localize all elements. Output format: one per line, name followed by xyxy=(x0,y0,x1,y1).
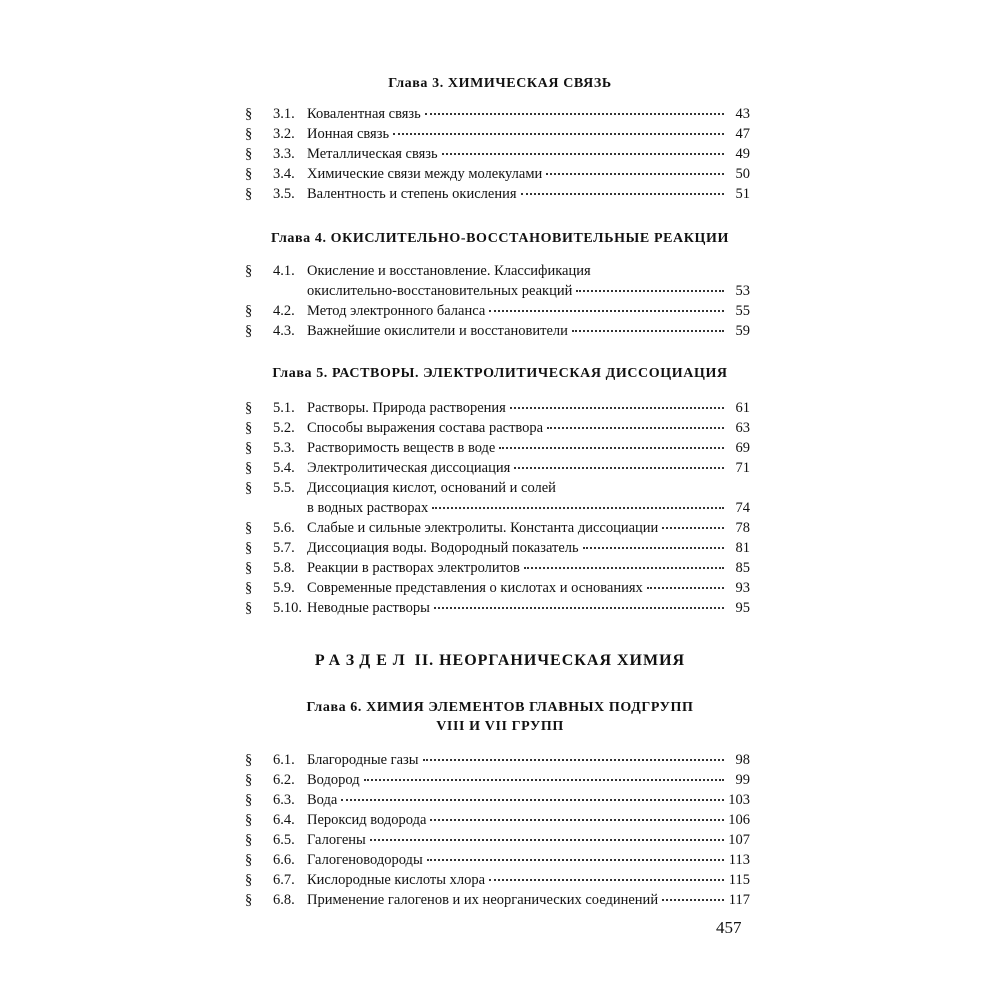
toc-entry[interactable] xyxy=(245,598,750,618)
entry-title: Метод электронного баланса xyxy=(307,303,486,319)
entry-page: 103 xyxy=(728,792,750,808)
chapter-3-title: Глава 3. ХИМИЧЕСКАЯ СВЯЗЬ xyxy=(388,76,612,91)
section-sign: § xyxy=(245,480,253,496)
entry-number: 5.5. xyxy=(273,480,295,496)
leader-dots xyxy=(576,279,724,292)
section-sign: § xyxy=(245,126,253,142)
leader-dots xyxy=(572,319,724,332)
toc-entry[interactable] xyxy=(245,830,750,850)
section-sign: § xyxy=(245,106,253,122)
toc-entry[interactable] xyxy=(245,184,750,204)
entry-title: Электролитическая диссоциация xyxy=(307,460,511,476)
section-sign: § xyxy=(245,303,253,319)
section-sign: § xyxy=(245,263,253,279)
toc-entry[interactable] xyxy=(245,850,750,870)
entry-title: Слабые и сильные электролиты. Константа диссоциации xyxy=(307,520,659,536)
toc-entry[interactable] xyxy=(245,790,750,810)
leader-dots xyxy=(425,102,724,115)
entry-page: 59 xyxy=(735,323,750,339)
section-sign: § xyxy=(245,560,253,576)
entry-page: 78 xyxy=(735,520,750,536)
entry-title: Способы выражения состава раствора xyxy=(307,420,544,436)
leader-dots xyxy=(583,536,724,549)
leader-dots xyxy=(489,868,724,881)
entry-number: 6.2. xyxy=(273,772,295,788)
toc-entry[interactable] xyxy=(245,890,750,910)
entry-number: 5.2. xyxy=(273,420,295,436)
entry-number: 5.6. xyxy=(273,520,295,536)
entry-page: 99 xyxy=(735,772,750,788)
entry-number: 5.9. xyxy=(273,580,295,596)
entry-title: Современные представления о кислотах и основаниях xyxy=(307,580,643,596)
leader-dots xyxy=(364,768,724,781)
entry-number: 4.1. xyxy=(273,263,295,279)
toc-entry[interactable] xyxy=(245,124,750,144)
section-sign: § xyxy=(245,852,253,868)
section-sign: § xyxy=(245,400,253,416)
chapter-3-entries xyxy=(245,104,750,204)
entry-page: 69 xyxy=(735,440,750,456)
toc-entry[interactable] xyxy=(245,438,750,458)
entry-page: 43 xyxy=(735,106,750,122)
entry-number: 3.4. xyxy=(273,166,295,182)
section-sign: § xyxy=(245,792,253,808)
entry-title: Металлическая связь xyxy=(307,146,438,162)
entry-title: Благородные газы xyxy=(307,752,419,768)
leader-dots xyxy=(434,596,724,609)
leader-dots xyxy=(510,396,724,409)
entry-page: 49 xyxy=(735,146,750,162)
entry-title: Вода xyxy=(307,792,338,808)
section-sign: § xyxy=(245,323,253,339)
entry-page: 85 xyxy=(735,560,750,576)
entry-title: Валентность и степень окисления xyxy=(307,186,517,202)
toc-entry[interactable] xyxy=(245,578,750,598)
entry-number: 5.1. xyxy=(273,400,295,416)
section-sign: § xyxy=(245,420,253,436)
entry-title: Диссоциация кислот, оснований и солей xyxy=(307,480,556,496)
chapter-4-title: Глава 4. ОКИСЛИТЕЛЬНО-ВОССТАНОВИТЕЛЬНЫЕ РЕАКЦИИ xyxy=(271,231,729,246)
leader-dots xyxy=(499,436,724,449)
chapter-6-title: Глава 6. ХИМИЯ ЭЛЕМЕНТОВ ГЛАВНЫХ ПОДГРУПП VIII И VII ГРУПП xyxy=(306,700,694,734)
toc-entry[interactable] xyxy=(245,261,750,301)
entry-title: Кислородные кислоты хлора xyxy=(307,872,486,888)
toc-entry[interactable] xyxy=(245,164,750,184)
entry-title: Растворимость веществ в воде xyxy=(307,440,496,456)
leader-dots xyxy=(524,556,724,569)
leader-dots xyxy=(427,848,724,861)
entry-title: Важнейшие окислители и восстановители xyxy=(307,323,568,339)
entry-number: 6.7. xyxy=(273,872,295,888)
entry-page: 93 xyxy=(735,580,750,596)
leader-dots xyxy=(442,142,724,155)
section-name: II. НЕОРГАНИЧЕСКАЯ ХИМИЯ xyxy=(414,652,686,669)
entry-page: 53 xyxy=(735,283,750,299)
section-sign: § xyxy=(245,440,253,456)
entry-number: 6.8. xyxy=(273,892,295,908)
toc-entry[interactable] xyxy=(245,321,750,341)
entry-title: Растворы. Природа растворения xyxy=(307,400,506,416)
entry-title-continued: окислительно-восстановительных реакций xyxy=(307,283,573,299)
entry-number: 3.3. xyxy=(273,146,295,162)
leader-dots xyxy=(430,808,724,821)
leader-dots xyxy=(662,516,724,529)
chapter-4-entries xyxy=(245,261,750,341)
toc-entry[interactable] xyxy=(245,810,750,830)
entry-page: 107 xyxy=(728,832,750,848)
entry-number: 6.5. xyxy=(273,832,295,848)
entry-title: Галогены xyxy=(307,832,366,848)
leader-dots xyxy=(547,416,724,429)
entry-page: 71 xyxy=(735,460,750,476)
section-sign: § xyxy=(245,772,253,788)
entry-page: 74 xyxy=(735,500,750,516)
entry-number: 6.4. xyxy=(273,812,295,828)
section-title xyxy=(240,652,760,670)
leader-dots xyxy=(341,788,724,801)
entry-page: 106 xyxy=(728,812,750,828)
leader-dots xyxy=(432,496,724,509)
section-sign: § xyxy=(245,832,253,848)
leader-dots xyxy=(370,828,724,841)
section-sign: § xyxy=(245,166,253,182)
entry-number: 3.5. xyxy=(273,186,295,202)
entry-page: 115 xyxy=(728,872,750,888)
entry-page: 117 xyxy=(728,892,750,908)
entry-page: 51 xyxy=(735,186,750,202)
leader-dots xyxy=(514,456,724,469)
toc-entry[interactable] xyxy=(245,104,750,124)
toc-entry[interactable] xyxy=(245,301,750,321)
section-sign: § xyxy=(245,146,253,162)
entry-page: 113 xyxy=(728,852,750,868)
toc-entry[interactable] xyxy=(245,418,750,438)
section-word: РАЗДЕЛ xyxy=(314,652,411,669)
toc-entry[interactable] xyxy=(245,458,750,478)
leader-dots xyxy=(662,888,724,901)
toc-entry[interactable] xyxy=(245,538,750,558)
entry-title: Ковалентная связь xyxy=(307,106,421,122)
section-sign: § xyxy=(245,580,253,596)
toc-entry[interactable] xyxy=(245,870,750,890)
entry-number: 3.2. xyxy=(273,126,295,142)
entry-number: 5.10. xyxy=(273,600,302,616)
chapter-5-title: Глава 5. РАСТВОРЫ. ЭЛЕКТРОЛИТИЧЕСКАЯ ДИССОЦИАЦИЯ xyxy=(272,366,728,381)
entry-number: 5.4. xyxy=(273,460,295,476)
section-sign: § xyxy=(245,752,253,768)
entry-page: 50 xyxy=(735,166,750,182)
entry-title: Водород xyxy=(307,772,360,788)
toc-entry[interactable] xyxy=(245,558,750,578)
chapter-5-entries xyxy=(245,398,750,618)
entry-number: 6.3. xyxy=(273,792,295,808)
entry-title-continued: в водных растворах xyxy=(307,500,429,516)
section-sign: § xyxy=(245,812,253,828)
section-sign: § xyxy=(245,892,253,908)
entry-title: Ионная связь xyxy=(307,126,390,142)
leader-dots xyxy=(393,122,724,135)
chapter-6-entries xyxy=(245,750,750,910)
entry-number: 3.1. xyxy=(273,106,295,122)
section-sign: § xyxy=(245,600,253,616)
entry-page: 98 xyxy=(735,752,750,768)
entry-title: Пероксид водорода xyxy=(307,812,427,828)
leader-dots xyxy=(423,748,724,761)
entry-number: 4.3. xyxy=(273,323,295,339)
entry-title: Диссоциация воды. Водородный показатель xyxy=(307,540,579,556)
toc-entry[interactable] xyxy=(245,398,750,418)
section-sign: § xyxy=(245,520,253,536)
section-sign: § xyxy=(245,186,253,202)
entry-page: 95 xyxy=(735,600,750,616)
entry-page: 63 xyxy=(735,420,750,436)
toc-entry[interactable] xyxy=(245,478,750,518)
entry-page: 81 xyxy=(735,540,750,556)
entry-title: Окисление и восстановление. Классификация xyxy=(307,263,591,279)
toc-entry[interactable] xyxy=(245,750,750,770)
entry-title: Галогеноводороды xyxy=(307,852,423,868)
entry-title: Неводные растворы xyxy=(307,600,430,616)
section-sign: § xyxy=(245,872,253,888)
leader-dots xyxy=(489,299,724,312)
leader-dots xyxy=(647,576,724,589)
entry-page: 55 xyxy=(735,303,750,319)
leader-dots xyxy=(546,162,724,175)
entry-title: Химические связи между молекулами xyxy=(307,166,543,182)
entry-page: 61 xyxy=(735,400,750,416)
entry-number: 5.7. xyxy=(273,540,295,556)
entry-title: Применение галогенов и их неорганических соединений xyxy=(307,892,659,908)
toc-entry[interactable] xyxy=(245,770,750,790)
toc-entry[interactable] xyxy=(245,518,750,538)
entry-number: 6.1. xyxy=(273,752,295,768)
entry-number: 4.2. xyxy=(273,303,295,319)
entry-title: Реакции в растворах электролитов xyxy=(307,560,520,576)
entry-page: 47 xyxy=(735,126,750,142)
section-sign: § xyxy=(245,460,253,476)
section-sign: § xyxy=(245,540,253,556)
page-number: 457 xyxy=(716,918,742,937)
toc-entry[interactable] xyxy=(245,144,750,164)
entry-number: 6.6. xyxy=(273,852,295,868)
entry-number: 5.3. xyxy=(273,440,295,456)
leader-dots xyxy=(521,182,724,195)
entry-number: 5.8. xyxy=(273,560,295,576)
